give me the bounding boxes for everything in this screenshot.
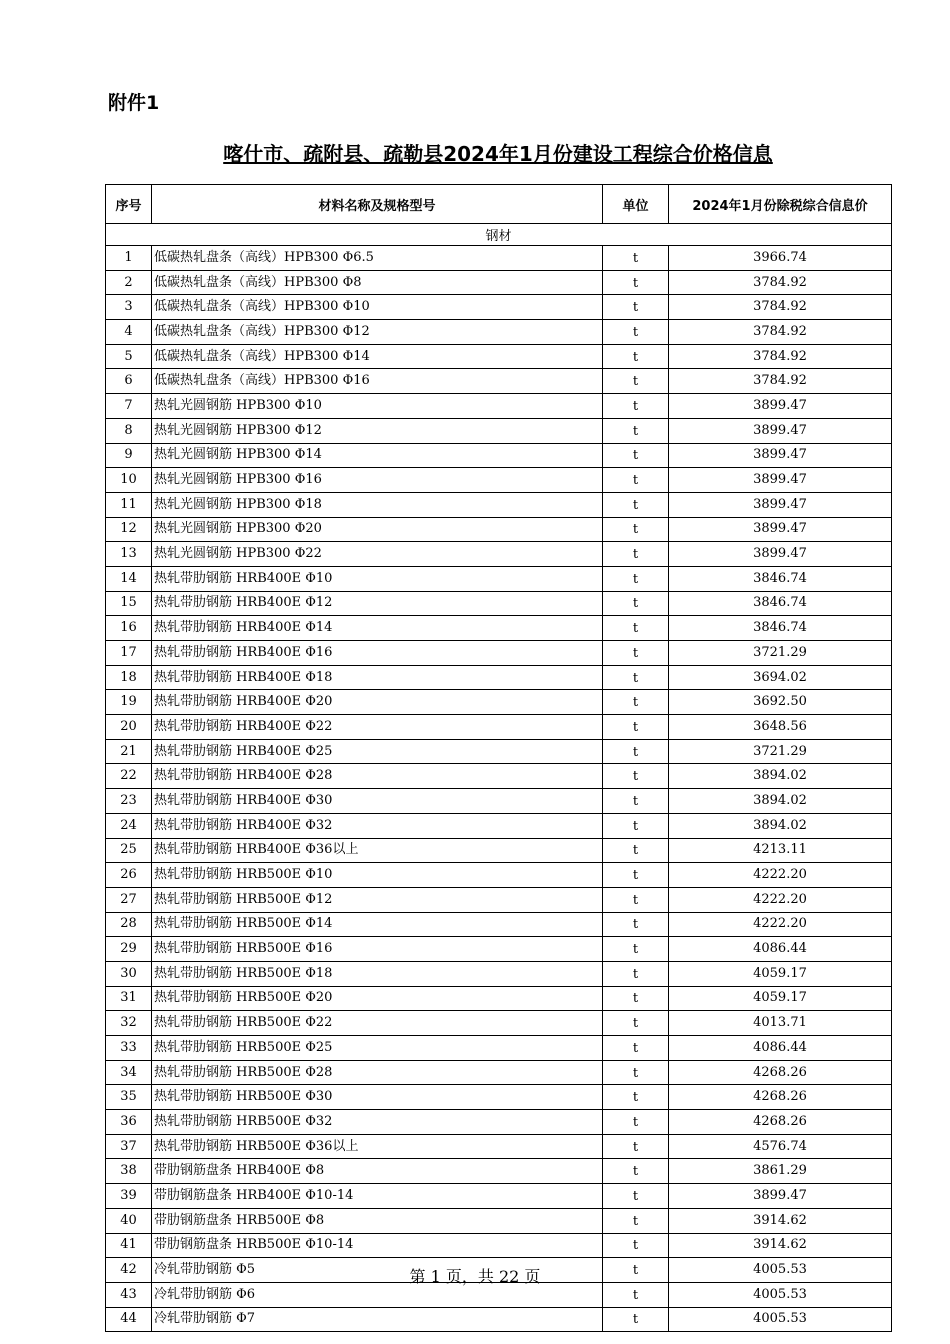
table-row <box>106 715 892 740</box>
row-number: 27 <box>106 887 152 912</box>
table-row <box>106 443 892 468</box>
price: 3899.47 <box>669 443 892 468</box>
price: 4222.20 <box>669 912 892 937</box>
unit: t <box>603 394 669 419</box>
row-number: 41 <box>106 1233 152 1258</box>
row-number: 14 <box>106 566 152 591</box>
row-number: 28 <box>106 912 152 937</box>
row-number: 13 <box>106 542 152 567</box>
row-number: 30 <box>106 961 152 986</box>
row-number: 16 <box>106 616 152 641</box>
row-number: 36 <box>106 1110 152 1135</box>
table-row <box>106 542 892 567</box>
material-name: 热轧光圆钢筋 HPB300 Φ20 <box>152 517 603 542</box>
price: 4268.26 <box>669 1060 892 1085</box>
table-row <box>106 566 892 591</box>
row-number: 11 <box>106 492 152 517</box>
material-name: 热轧带肋钢筋 HRB400E Φ25 <box>152 739 603 764</box>
attachment-label: 附件1 <box>108 92 160 114</box>
price-table <box>105 184 892 1332</box>
price: 3966.74 <box>669 246 892 271</box>
table-row <box>106 789 892 814</box>
material-name: 低碳热轧盘条（高线）HPB300 Φ16 <box>152 369 603 394</box>
table-row <box>106 813 892 838</box>
unit: t <box>603 641 669 666</box>
table-row <box>106 1060 892 1085</box>
row-number: 5 <box>106 344 152 369</box>
material-name: 带肋钢筋盘条 HRB400E Φ8 <box>152 1159 603 1184</box>
price: 3894.02 <box>669 813 892 838</box>
unit: t <box>603 1208 669 1233</box>
price: 3784.92 <box>669 369 892 394</box>
material-name: 热轧带肋钢筋 HRB500E Φ16 <box>152 937 603 962</box>
table-row <box>106 1110 892 1135</box>
price: 3784.92 <box>669 270 892 295</box>
price: 4268.26 <box>669 1085 892 1110</box>
row-number: 31 <box>106 986 152 1011</box>
price: 3914.62 <box>669 1208 892 1233</box>
unit: t <box>603 1060 669 1085</box>
material-name: 带肋钢筋盘条 HRB500E Φ8 <box>152 1208 603 1233</box>
table-header-row <box>106 185 892 224</box>
row-number: 10 <box>106 468 152 493</box>
unit: t <box>603 542 669 567</box>
price: 4005.53 <box>669 1258 892 1283</box>
unit: t <box>603 320 669 345</box>
table-row <box>106 418 892 443</box>
row-number: 12 <box>106 517 152 542</box>
header-no: 序号 <box>106 185 152 224</box>
header-price: 2024年1月份除税综合信息价 <box>669 185 892 224</box>
unit: t <box>603 912 669 937</box>
unit: t <box>603 492 669 517</box>
price: 4222.20 <box>669 887 892 912</box>
table-row <box>106 1134 892 1159</box>
unit: t <box>603 887 669 912</box>
unit: t <box>603 665 669 690</box>
material-name: 低碳热轧盘条（高线）HPB300 Φ6.5 <box>152 246 603 271</box>
price: 3894.02 <box>669 764 892 789</box>
price: 3648.56 <box>669 715 892 740</box>
material-name: 热轧带肋钢筋 HRB500E Φ30 <box>152 1085 603 1110</box>
table-row <box>106 1184 892 1209</box>
price: 3846.74 <box>669 616 892 641</box>
material-name: 低碳热轧盘条（高线）HPB300 Φ14 <box>152 344 603 369</box>
unit: t <box>603 344 669 369</box>
unit: t <box>603 789 669 814</box>
price: 3721.29 <box>669 739 892 764</box>
table-row <box>106 394 892 419</box>
row-number: 22 <box>106 764 152 789</box>
material-name: 带肋钢筋盘条 HRB400E Φ10-14 <box>152 1184 603 1209</box>
table-row <box>106 937 892 962</box>
unit: t <box>603 1258 669 1283</box>
table-row <box>106 591 892 616</box>
unit: t <box>603 1085 669 1110</box>
row-number: 34 <box>106 1060 152 1085</box>
table-row <box>106 246 892 271</box>
price: 3899.47 <box>669 542 892 567</box>
price: 3846.74 <box>669 591 892 616</box>
table-row <box>106 1208 892 1233</box>
table-row <box>106 320 892 345</box>
row-number: 23 <box>106 789 152 814</box>
material-name: 热轧带肋钢筋 HRB400E Φ36以上 <box>152 838 603 863</box>
page-footer: 第 1 页，共 22 页 <box>409 1267 541 1286</box>
row-number: 2 <box>106 270 152 295</box>
price: 3692.50 <box>669 690 892 715</box>
table-row <box>106 492 892 517</box>
row-number: 32 <box>106 1011 152 1036</box>
unit: t <box>603 1011 669 1036</box>
row-number: 25 <box>106 838 152 863</box>
unit: t <box>603 863 669 888</box>
unit: t <box>603 616 669 641</box>
row-number: 20 <box>106 715 152 740</box>
row-number: 7 <box>106 394 152 419</box>
unit: t <box>603 838 669 863</box>
price: 3899.47 <box>669 492 892 517</box>
row-number: 19 <box>106 690 152 715</box>
row-number: 1 <box>106 246 152 271</box>
row-number: 17 <box>106 641 152 666</box>
row-number: 9 <box>106 443 152 468</box>
material-name: 热轧带肋钢筋 HRB500E Φ25 <box>152 1036 603 1061</box>
table-row <box>106 1159 892 1184</box>
material-name: 低碳热轧盘条（高线）HPB300 Φ10 <box>152 295 603 320</box>
table-row <box>106 986 892 1011</box>
unit: t <box>603 715 669 740</box>
table-row <box>106 1011 892 1036</box>
price: 4213.11 <box>669 838 892 863</box>
material-name: 热轧带肋钢筋 HRB500E Φ12 <box>152 887 603 912</box>
unit: t <box>603 246 669 271</box>
material-name: 热轧带肋钢筋 HRB400E Φ10 <box>152 566 603 591</box>
table-row <box>106 665 892 690</box>
material-name: 低碳热轧盘条（高线）HPB300 Φ12 <box>152 320 603 345</box>
price: 3784.92 <box>669 295 892 320</box>
unit: t <box>603 591 669 616</box>
table-row <box>106 616 892 641</box>
row-number: 38 <box>106 1159 152 1184</box>
price: 3899.47 <box>669 517 892 542</box>
row-number: 42 <box>106 1258 152 1283</box>
price: 4013.71 <box>669 1011 892 1036</box>
material-name: 热轧带肋钢筋 HRB400E Φ28 <box>152 764 603 789</box>
unit: t <box>603 369 669 394</box>
row-number: 4 <box>106 320 152 345</box>
material-name: 热轧带肋钢筋 HRB400E Φ20 <box>152 690 603 715</box>
row-number: 18 <box>106 665 152 690</box>
material-name: 热轧光圆钢筋 HPB300 Φ14 <box>152 443 603 468</box>
row-number: 15 <box>106 591 152 616</box>
unit: t <box>603 295 669 320</box>
price: 3721.29 <box>669 641 892 666</box>
material-name: 热轧带肋钢筋 HRB500E Φ20 <box>152 986 603 1011</box>
unit: t <box>603 1307 669 1332</box>
material-name: 热轧光圆钢筋 HPB300 Φ12 <box>152 418 603 443</box>
price: 3694.02 <box>669 665 892 690</box>
row-number: 24 <box>106 813 152 838</box>
table-row <box>106 1233 892 1258</box>
table-row <box>106 1307 892 1332</box>
unit: t <box>603 1110 669 1135</box>
price: 4086.44 <box>669 937 892 962</box>
category-label: 钢材 <box>106 224 892 246</box>
page-title <box>105 138 891 167</box>
unit: t <box>603 986 669 1011</box>
material-name: 热轧带肋钢筋 HRB500E Φ18 <box>152 961 603 986</box>
unit: t <box>603 1159 669 1184</box>
table-row <box>106 838 892 863</box>
price: 3861.29 <box>669 1159 892 1184</box>
price: 3784.92 <box>669 344 892 369</box>
price: 4005.53 <box>669 1282 892 1307</box>
material-name: 热轧带肋钢筋 HRB400E Φ14 <box>152 616 603 641</box>
header-unit: 单位 <box>603 185 669 224</box>
row-number: 26 <box>106 863 152 888</box>
price: 3784.92 <box>669 320 892 345</box>
row-number: 43 <box>106 1282 152 1307</box>
row-number: 3 <box>106 295 152 320</box>
unit: t <box>603 1233 669 1258</box>
material-name: 热轧带肋钢筋 HRB500E Φ14 <box>152 912 603 937</box>
table-row <box>106 468 892 493</box>
unit: t <box>603 813 669 838</box>
table-row <box>106 764 892 789</box>
price: 4222.20 <box>669 863 892 888</box>
unit: t <box>603 690 669 715</box>
material-name: 带肋钢筋盘条 HRB500E Φ10-14 <box>152 1233 603 1258</box>
material-name: 热轧带肋钢筋 HRB400E Φ30 <box>152 789 603 814</box>
unit: t <box>603 739 669 764</box>
unit: t <box>603 961 669 986</box>
table-row <box>106 1085 892 1110</box>
price: 3914.62 <box>669 1233 892 1258</box>
unit: t <box>603 1036 669 1061</box>
table-row <box>106 270 892 295</box>
price: 4576.74 <box>669 1134 892 1159</box>
row-number: 6 <box>106 369 152 394</box>
material-name: 热轧带肋钢筋 HRB400E Φ22 <box>152 715 603 740</box>
table-row <box>106 912 892 937</box>
material-name: 热轧光圆钢筋 HPB300 Φ10 <box>152 394 603 419</box>
row-number: 44 <box>106 1307 152 1332</box>
table-row <box>106 1036 892 1061</box>
material-name: 热轧带肋钢筋 HRB500E Φ10 <box>152 863 603 888</box>
table-row <box>106 641 892 666</box>
price: 3894.02 <box>669 789 892 814</box>
price: 3846.74 <box>669 566 892 591</box>
unit: t <box>603 937 669 962</box>
unit: t <box>603 566 669 591</box>
row-number: 21 <box>106 739 152 764</box>
unit: t <box>603 418 669 443</box>
row-number: 35 <box>106 1085 152 1110</box>
price: 4059.17 <box>669 961 892 986</box>
price: 4086.44 <box>669 1036 892 1061</box>
material-name: 热轧带肋钢筋 HRB500E Φ28 <box>152 1060 603 1085</box>
unit: t <box>603 1282 669 1307</box>
header-name: 材料名称及规格型号 <box>152 185 603 224</box>
row-number: 8 <box>106 418 152 443</box>
material-name: 热轧带肋钢筋 HRB500E Φ36以上 <box>152 1134 603 1159</box>
material-name: 热轧带肋钢筋 HRB500E Φ22 <box>152 1011 603 1036</box>
material-name: 热轧带肋钢筋 HRB400E Φ32 <box>152 813 603 838</box>
table-row <box>106 887 892 912</box>
price: 4268.26 <box>669 1110 892 1135</box>
unit: t <box>603 468 669 493</box>
unit: t <box>603 1184 669 1209</box>
material-name: 低碳热轧盘条（高线）HPB300 Φ8 <box>152 270 603 295</box>
material-name: 冷轧带肋钢筋 Φ7 <box>152 1307 603 1332</box>
category-row <box>106 224 892 246</box>
row-number: 29 <box>106 937 152 962</box>
material-name: 热轧光圆钢筋 HPB300 Φ16 <box>152 468 603 493</box>
price: 3899.47 <box>669 1184 892 1209</box>
unit: t <box>603 270 669 295</box>
unit: t <box>603 1134 669 1159</box>
material-name: 冷轧带肋钢筋 Φ5 <box>152 1258 603 1283</box>
price: 4059.17 <box>669 986 892 1011</box>
table-row <box>106 369 892 394</box>
table-row <box>106 344 892 369</box>
page-title-text: 喀什市、疏附县、疏勒县2024年1月份建设工程综合价格信息 <box>223 142 773 166</box>
table-row <box>106 739 892 764</box>
table-row <box>106 295 892 320</box>
price: 4005.53 <box>669 1307 892 1332</box>
row-number: 33 <box>106 1036 152 1061</box>
material-name: 冷轧带肋钢筋 Φ6 <box>152 1282 603 1307</box>
price: 3899.47 <box>669 394 892 419</box>
material-name: 热轧带肋钢筋 HRB400E Φ18 <box>152 665 603 690</box>
material-name: 热轧光圆钢筋 HPB300 Φ18 <box>152 492 603 517</box>
table-row <box>106 690 892 715</box>
row-number: 37 <box>106 1134 152 1159</box>
unit: t <box>603 764 669 789</box>
price: 3899.47 <box>669 468 892 493</box>
price: 3899.47 <box>669 418 892 443</box>
unit: t <box>603 443 669 468</box>
table-row <box>106 961 892 986</box>
material-name: 热轧带肋钢筋 HRB400E Φ16 <box>152 641 603 666</box>
material-name: 热轧带肋钢筋 HRB400E Φ12 <box>152 591 603 616</box>
table-row <box>106 863 892 888</box>
row-number: 40 <box>106 1208 152 1233</box>
material-name: 热轧带肋钢筋 HRB500E Φ32 <box>152 1110 603 1135</box>
table-row <box>106 517 892 542</box>
row-number: 39 <box>106 1184 152 1209</box>
unit: t <box>603 517 669 542</box>
material-name: 热轧光圆钢筋 HPB300 Φ22 <box>152 542 603 567</box>
